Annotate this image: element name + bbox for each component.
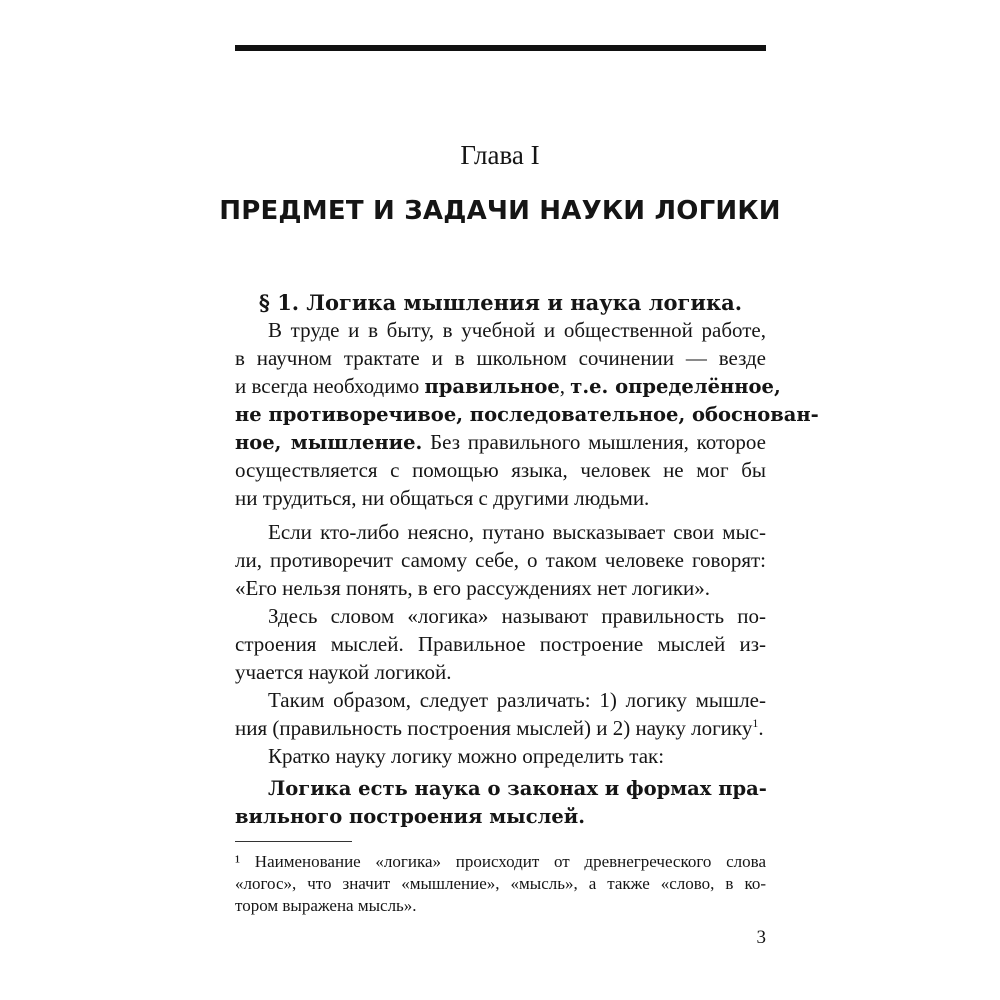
- body-line: ния (правильность построения мыслей) и 2) науку логику$^1$.: [235, 716, 764, 740]
- chapter-label: Глава I: [460, 140, 540, 170]
- bold-term: т.е. определённое,: [570, 375, 781, 398]
- bold-term: Логика есть наука о законах и формах пра-: [268, 777, 767, 800]
- footnote-line: «логос», что значит «мышление», «мысль», а также «слово, в ко-: [235, 874, 766, 893]
- body-line: учается наукой логикой.: [235, 660, 452, 684]
- body-line: Здесь словом «логика» называют правильность по-: [268, 604, 766, 628]
- definition-line: [235, 802, 766, 830]
- footnote-line: тором выражена мысль».: [235, 896, 417, 915]
- top-rule: [235, 45, 766, 51]
- definition-line: [235, 774, 766, 802]
- bold-term: не противоречивое, последовательное, обоснован-: [235, 403, 819, 426]
- body-line: Если кто-либо неясно, путано высказывает свои мыс-: [268, 520, 766, 544]
- bold-term: ное, мышление.: [235, 431, 423, 454]
- bold-term: правильное: [424, 375, 560, 398]
- body-line: ное, мышление. Без правильного мышления, которое: [235, 430, 766, 454]
- body-line: и всегда необходимо правильное, т.е. определённое,: [235, 374, 781, 398]
- chapter-title: ПРЕДМЕТ И ЗАДАЧИ НАУКИ ЛОГИКИ: [219, 196, 781, 226]
- body-line: в научном трактате и в школьном сочинении — везде: [235, 346, 766, 370]
- body-line: «Его нельзя понять, в его рассуждениях нет логики».: [235, 576, 711, 600]
- section-heading: § 1. Логика мышления и наука логика.: [258, 290, 743, 315]
- page-number: 3: [756, 927, 766, 948]
- body-line: [235, 400, 819, 428]
- body-line: Кратко науку логику можно определить так:: [268, 744, 665, 768]
- body-line: ни трудиться, ни общаться с другими людьми.: [235, 486, 650, 510]
- footnote-rule: [235, 841, 352, 842]
- body-line: В труде и в быту, в учебной и общественной работе,: [268, 318, 766, 342]
- footnote-marker: 1: [752, 716, 759, 730]
- body-line: ли, противоречит самому себе, о таком человеке говорят:: [235, 548, 766, 572]
- body-line: осуществляется с помощью языка, человек не мог бы: [235, 458, 766, 482]
- body-line: Таким образом, следует различать: 1) логику мышле-: [268, 688, 766, 712]
- footnote-line: ¹ Наименование «логика» происходит от древнегреческого слова: [235, 852, 766, 871]
- bold-term: вильного построения мыслей.: [235, 805, 586, 828]
- body-line: строения мыслей. Правильное построение мыслей из-: [235, 632, 766, 656]
